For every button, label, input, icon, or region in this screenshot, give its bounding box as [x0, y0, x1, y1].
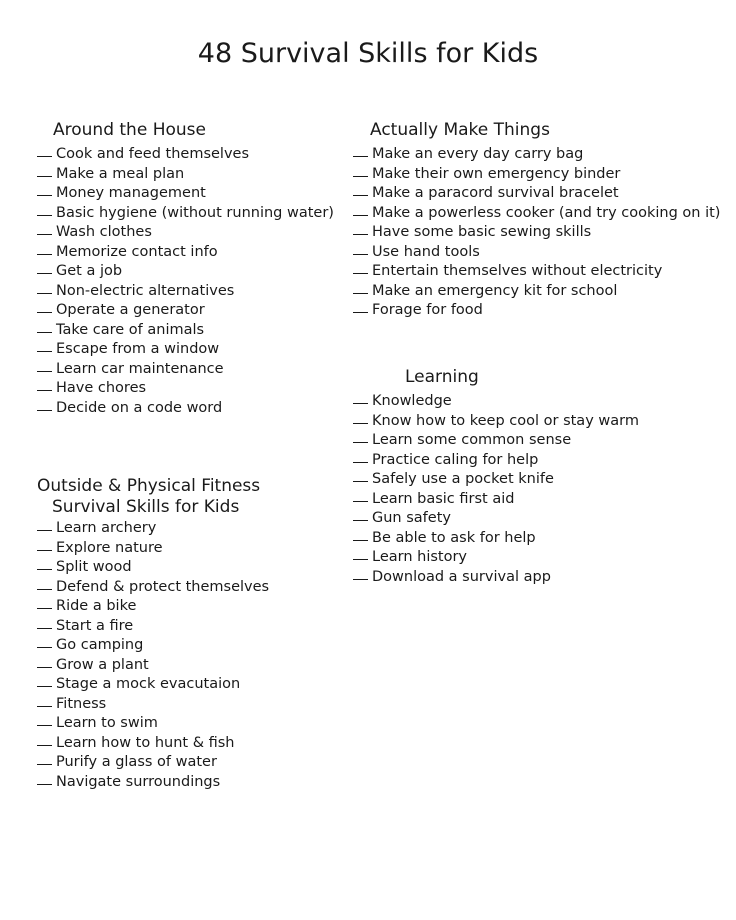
checkbox-blank-line: [37, 234, 52, 235]
checkbox-blank-line: [37, 530, 52, 531]
checklist-item-label: Learn some common sense: [372, 432, 572, 448]
checklist-item-label: Start a fire: [56, 617, 134, 634]
checklist-item-label: Basic hygiene (without running water): [56, 204, 334, 221]
checklist-item-label: Have some basic sewing skills: [372, 224, 592, 240]
checkbox-blank-line: [353, 559, 368, 560]
checkbox-blank-line: [353, 195, 368, 196]
checklist-item-label: Learn how to hunt & fish: [56, 734, 235, 751]
checklist-item: [353, 184, 720, 204]
checklist-item-label: Explore nature: [56, 539, 163, 556]
section-heading: Outside & Physical Fitness: [37, 476, 261, 496]
checkbox-blank-line: [37, 725, 52, 726]
checklist-item: [37, 204, 334, 224]
checklist-item-label: Split wood: [56, 559, 132, 575]
checklist-item: [37, 578, 269, 598]
checkbox-blank-line: [37, 686, 52, 687]
checklist-item-label: Decide on a code word: [56, 399, 223, 416]
checklist-item-label: Make an every day carry bag: [372, 146, 584, 162]
checklist-item-label: Knowledge: [372, 393, 452, 409]
checklist-item: [37, 321, 334, 341]
checklist-item: [353, 412, 639, 432]
checklist-item-label: Grow a plant: [56, 656, 149, 673]
section-heading: Around the House: [53, 120, 206, 140]
checkbox-blank-line: [37, 550, 52, 551]
checklist-item-label: Ride a bike: [56, 598, 137, 614]
checklist-item: [37, 399, 334, 419]
checklist-item: [37, 223, 334, 243]
checklist-item: [353, 568, 639, 588]
checklist-item: [353, 282, 720, 302]
checklist-item: [353, 470, 639, 490]
checklist-item-label: Go camping: [56, 637, 144, 653]
checkbox-blank-line: [353, 234, 368, 235]
checklist-item: [353, 431, 639, 451]
checklist-item: [37, 753, 269, 773]
checklist-item: [353, 509, 639, 529]
checkbox-blank-line: [353, 501, 368, 502]
checklist-item: [353, 392, 639, 412]
checklist-item: [353, 490, 639, 510]
checklist: [353, 145, 720, 321]
checkbox-blank-line: [37, 312, 52, 313]
checklist-item: [37, 519, 269, 539]
checklist-item: [37, 714, 269, 734]
checklist-item: [37, 282, 334, 302]
checkbox-blank-line: [37, 410, 52, 411]
checklist-item: [37, 243, 334, 263]
checklist-item-label: Learn archery: [56, 520, 157, 536]
checklist-item: [353, 223, 720, 243]
checklist-item: [353, 262, 720, 282]
checkbox-blank-line: [353, 520, 368, 521]
checkbox-blank-line: [37, 608, 52, 609]
checkbox-blank-line: [353, 215, 368, 216]
checklist-item-label: Operate a generator: [56, 302, 205, 318]
checkbox-blank-line: [37, 569, 52, 570]
checklist-item: [37, 360, 334, 380]
checklist-item-label: Safely use a pocket knife: [372, 471, 554, 487]
checklist-item: [353, 165, 720, 185]
section-around-the-house: [37, 120, 334, 418]
checkbox-blank-line: [37, 215, 52, 216]
checklist-item: [37, 539, 269, 559]
checkbox-blank-line: [37, 764, 52, 765]
checkbox-blank-line: [353, 293, 368, 294]
checklist-item-label: Practice caling for help: [372, 451, 539, 468]
checklist-item: [37, 636, 269, 656]
checklist: [353, 392, 639, 587]
checkbox-blank-line: [37, 667, 52, 668]
checklist-item: [37, 340, 334, 360]
checklist-item: [353, 548, 639, 568]
checkbox-blank-line: [37, 156, 52, 157]
checklist-item-label: Make an emergency kit for school: [372, 282, 618, 299]
checkbox-blank-line: [353, 273, 368, 274]
checkbox-blank-line: [37, 273, 52, 274]
checklist-item: [353, 301, 720, 321]
checklist-item-label: Entertain themselves without electricity: [372, 263, 663, 279]
checklist-item: [37, 301, 334, 321]
section-heading: Learning: [405, 367, 479, 387]
checklist-item-label: Use hand tools: [372, 243, 480, 260]
checklist-item: [37, 734, 269, 754]
checklist-item-label: Download a survival app: [372, 568, 551, 585]
checklist-item: [37, 597, 269, 617]
checklist-item: [37, 656, 269, 676]
section-learning: [353, 367, 639, 587]
checkbox-blank-line: [37, 176, 52, 177]
checklist-item: [37, 184, 334, 204]
section-heading: Actually Make Things: [370, 120, 550, 140]
checklist-item-label: Be able to ask for help: [372, 529, 536, 546]
checklist-item-label: Make a paracord survival bracelet: [372, 185, 619, 201]
checklist-item-label: Wash clothes: [56, 224, 152, 240]
checklist-item-label: Cook and feed themselves: [56, 146, 250, 162]
checklist-item: [37, 695, 269, 715]
checkbox-blank-line: [37, 706, 52, 707]
checkbox-blank-line: [37, 589, 52, 590]
checkbox-blank-line: [37, 351, 52, 352]
checklist-item: [353, 451, 639, 471]
checkbox-blank-line: [37, 254, 52, 255]
section-outside-physical-fitness: [37, 476, 269, 792]
checklist-item-label: Get a job: [56, 263, 123, 279]
checkbox-blank-line: [37, 647, 52, 648]
checklist-item: [353, 204, 720, 224]
checklist-item: [353, 529, 639, 549]
checklist-item-label: Make a powerless cooker (and try cooking on it): [372, 204, 721, 221]
checklist-item-label: Fitness: [56, 695, 107, 712]
checklist-item-label: Have chores: [56, 380, 147, 396]
checklist-item-label: Forage for food: [372, 302, 483, 318]
page-title: 48 Survival Skills for Kids: [197, 38, 539, 69]
checklist-item-label: Know how to keep cool or stay warm: [372, 412, 639, 429]
checklist-item-label: Gun safety: [372, 510, 451, 526]
checklist-item-label: Non-electric alternatives: [56, 282, 235, 299]
checklist-item: [37, 379, 334, 399]
checklist-item-label: Memorize contact info: [56, 243, 218, 260]
checklist-item-label: Learn car maintenance: [56, 360, 224, 377]
checkbox-blank-line: [37, 784, 52, 785]
checkbox-blank-line: [353, 423, 368, 424]
checklist-item: [37, 145, 334, 165]
checklist-item-label: Learn to swim: [56, 715, 158, 731]
checklist-item: [37, 165, 334, 185]
checklist: [37, 145, 334, 418]
checklist-item: [37, 558, 269, 578]
checklist-item-label: Make a meal plan: [56, 165, 185, 182]
checklist-item: [37, 773, 269, 793]
checkbox-blank-line: [353, 312, 368, 313]
section-subheading: Survival Skills for Kids: [52, 497, 240, 517]
checkbox-blank-line: [37, 745, 52, 746]
checklist: [37, 519, 269, 792]
checkbox-blank-line: [37, 628, 52, 629]
checklist-item: [37, 262, 334, 282]
checklist-item: [37, 675, 269, 695]
checkbox-blank-line: [353, 176, 368, 177]
checklist-item-label: Stage a mock evacutaion: [56, 676, 241, 692]
checklist-item-label: Money management: [56, 185, 206, 201]
checkbox-blank-line: [37, 390, 52, 391]
checklist-item: [353, 243, 720, 263]
checkbox-blank-line: [353, 462, 368, 463]
checkbox-blank-line: [353, 442, 368, 443]
checkbox-blank-line: [353, 403, 368, 404]
checkbox-blank-line: [353, 254, 368, 255]
checklist-item-label: Purify a glass of water: [56, 754, 217, 770]
checklist-item-label: Take care of animals: [56, 321, 205, 338]
checklist-item-label: Defend & protect themselves: [56, 578, 270, 595]
checkbox-blank-line: [37, 293, 52, 294]
checklist-item-label: Learn basic first aid: [372, 490, 515, 507]
checklist-item: [37, 617, 269, 637]
checklist-item-label: Learn history: [372, 549, 468, 565]
checkbox-blank-line: [37, 332, 52, 333]
checkbox-blank-line: [37, 195, 52, 196]
checkbox-blank-line: [353, 156, 368, 157]
checkbox-blank-line: [353, 540, 368, 541]
checklist-item-label: Navigate surroundings: [56, 773, 221, 790]
checkbox-blank-line: [353, 481, 368, 482]
section-actually-make-things: [353, 120, 720, 321]
checklist-item-label: Make their own emergency binder: [372, 165, 621, 182]
checklist-item: [353, 145, 720, 165]
checkbox-blank-line: [37, 371, 52, 372]
checkbox-blank-line: [353, 579, 368, 580]
checklist-item-label: Escape from a window: [56, 341, 220, 357]
